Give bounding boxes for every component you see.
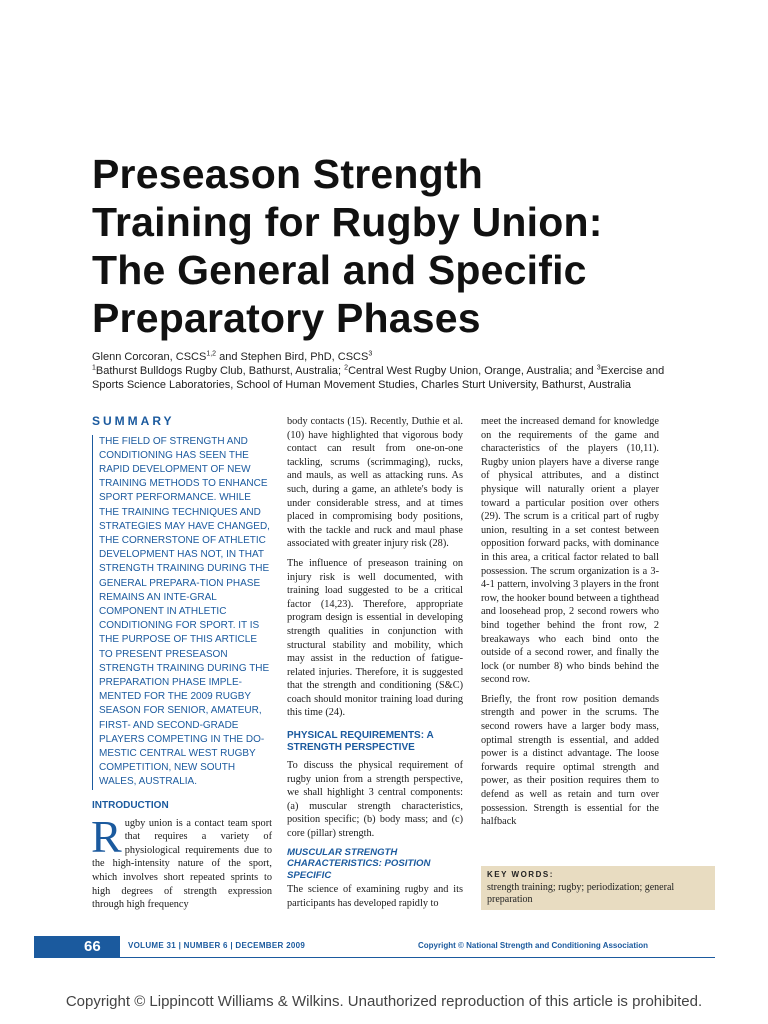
aff-sup: 1 <box>92 364 96 372</box>
physical-requirements-heading: PHYSICAL REQUIREMENTS: A STRENGTH PERSPECTIVE <box>287 730 434 754</box>
introduction-paragraph <box>91 810 272 912</box>
author-2: and Stephen Bird, PhD, CSCS <box>216 351 369 363</box>
affiliation-line-1 <box>92 364 692 378</box>
keywords-heading: KEY WORDS: <box>487 870 554 879</box>
affiliation-2: Central West Rugby Union, Orange, Australia; and <box>348 365 597 377</box>
body-paragraph: meet the increased demand for knowledge on the requirements of the game and characteristics of the players (10,11). Rugby union players have a diverse range of physical attributes, and a distinct physique will naturally orient a player toward a particular position over others (29). The scrum is a critical part of rugby union, resulting in a set contest between opposition forward packs, with dominance in this area, a critical factor related to ball possession. The scrum organization is a 3-4-1 pattern, involving 3 players in the front row, the hooker bound between a tighthead and loosehead prop, 2 second rowers who bind together behind the front row, 2 breakaways who each bind onto the outside of a second rower, and finally the lock (or number 8) who binds behind the second row. <box>481 416 659 686</box>
summary-heading: SUMMARY <box>92 414 175 428</box>
title-line: Training for Rugby Union: <box>92 199 603 245</box>
affiliation-line-2: Sports Science Laboratories, School of Human Movement Studies, Charles Sturt University, Bathurst, Australia <box>92 379 632 391</box>
footer-divider <box>120 957 715 958</box>
introduction-heading: INTRODUCTION <box>92 799 169 811</box>
column-2 <box>287 415 463 916</box>
drop-cap: R <box>91 810 122 862</box>
author-2-sup: 3 <box>368 350 373 358</box>
page-number: 66 <box>84 938 101 955</box>
keywords-box <box>481 866 715 910</box>
article-title <box>92 150 692 342</box>
introduction-text: ugby union is a contact team sport that requires a variety of physiological requirements due to the high-intensity nature of the sport, which involves short repeated sprints to high degrees of strength expression through high frequency <box>92 817 272 911</box>
footer-copyright: Copyright © National Strength and Conditioning Association <box>418 941 649 950</box>
author-block <box>92 350 692 392</box>
body-paragraph: The influence of preseason training on injury risk is well documented, with training load suggested to be a critical factor (14,23). Therefore, appropriate program design is essential in developing strength qualities in conjunction with structural stability and mobility, which may assist in the reduction of fatigue-related injuries. Therefore, it is suggested that the strength and conditioning (S&C) coach should monitor training load during this time (24). <box>287 557 463 719</box>
body-paragraph: Briefly, the front row position demands strength and power in the scrums. The second rowers have a larger body mass, optimal strength is essential, and added power is a distinct advantage. The loose forwards require optimal strength and power, as their position requires them to defend as well as retain and turn over possession. Strength is essential for the halfback <box>481 693 659 828</box>
body-paragraph: body contacts (15). Recently, Duthie et al. (10) have highlighted that vigorous body contact can result from one-on-one tackling, scrums (scrimmaging), rucks, and mauls, as well as attacking runs. As such, during a game, an athlete's body is under considerable stress, and at times placed in compromising body positions, with the tackle and ruck and maul phase associated with greater injury risk (28). <box>287 416 463 550</box>
author-1: Glenn Corcoran, CSCS <box>92 351 207 363</box>
reproduction-notice: Copyright © Lippincott Williams & Wilkins. Unauthorized reproduction of this article is prohibited. <box>65 993 703 1010</box>
keywords-text: strength training; rugby; periodization; general preparation <box>487 882 675 905</box>
body-paragraph: To discuss the physical requirement of rugby union from a strength perspective, we shall highlight 3 central components: (a) muscular strength characteristics, position specific; (b) body mass; and (c) core (pillar) strength. <box>287 760 463 840</box>
title-line: Preparatory Phases <box>92 295 481 341</box>
title-line: The General and Specific <box>92 247 587 293</box>
column-3 <box>481 415 659 835</box>
muscular-strength-subheading: MUSCULAR STRENGTH CHARACTERISTICS: POSITION SPECIFIC <box>287 846 431 881</box>
author-1-sup: 1,2 <box>206 350 217 358</box>
author-line <box>92 350 692 364</box>
body-paragraph: The science of examining rugby and its participants has developed rapidly to <box>287 884 463 909</box>
affiliation-3: Exercise and <box>600 365 665 377</box>
affiliation-1: Bathurst Bulldogs Rugby Club, Bathurst, Australia; <box>95 365 345 377</box>
column-1 <box>92 415 272 918</box>
page-number-bar <box>34 936 120 958</box>
summary-text: THE FIELD OF STRENGTH AND CONDITIONING HAS SEEN THE RAPID DEVELOPMENT OF NEW TRAINING METHODS TO ENHANCE SPORT PERFORMANCE. WHILE THE TRAINING TECHNIQUES AND STRATEGIES MAY HAVE CHANGED, THE CORNERSTONE OF ATHLETIC DEVELOPMENT HAS NOT, IN THAT STRENGTH TRAINING DURING THE GENERAL PREPARA-TION PHASE REMAINS AN INTE-GRAL COMPONENT IN ATHLETIC CONDITIONING FOR SPORT. IT IS THE PURPOSE OF THIS ARTICLE TO PRESENT PRESEASON STRENGTH TRAINING DURING THE PREPARATION PHASE IMPLE-MENTED FOR THE 2009 RUGBY SEASON FOR SENIOR, AMATEUR, FIRST- AND SECOND-GRADE PLAYERS COMPETING IN THE DO-MESTIC CENTRAL WEST RUGBY COMPETITION, NEW SOUTH WALES, AUSTRALIA. <box>92 435 272 790</box>
title-line: Preseason Strength <box>92 151 483 197</box>
aff-sup: 2 <box>344 364 349 372</box>
issue-info: VOLUME 31 | NUMBER 6 | DECEMBER 2009 <box>128 941 306 950</box>
aff-sup: 3 <box>596 364 601 372</box>
